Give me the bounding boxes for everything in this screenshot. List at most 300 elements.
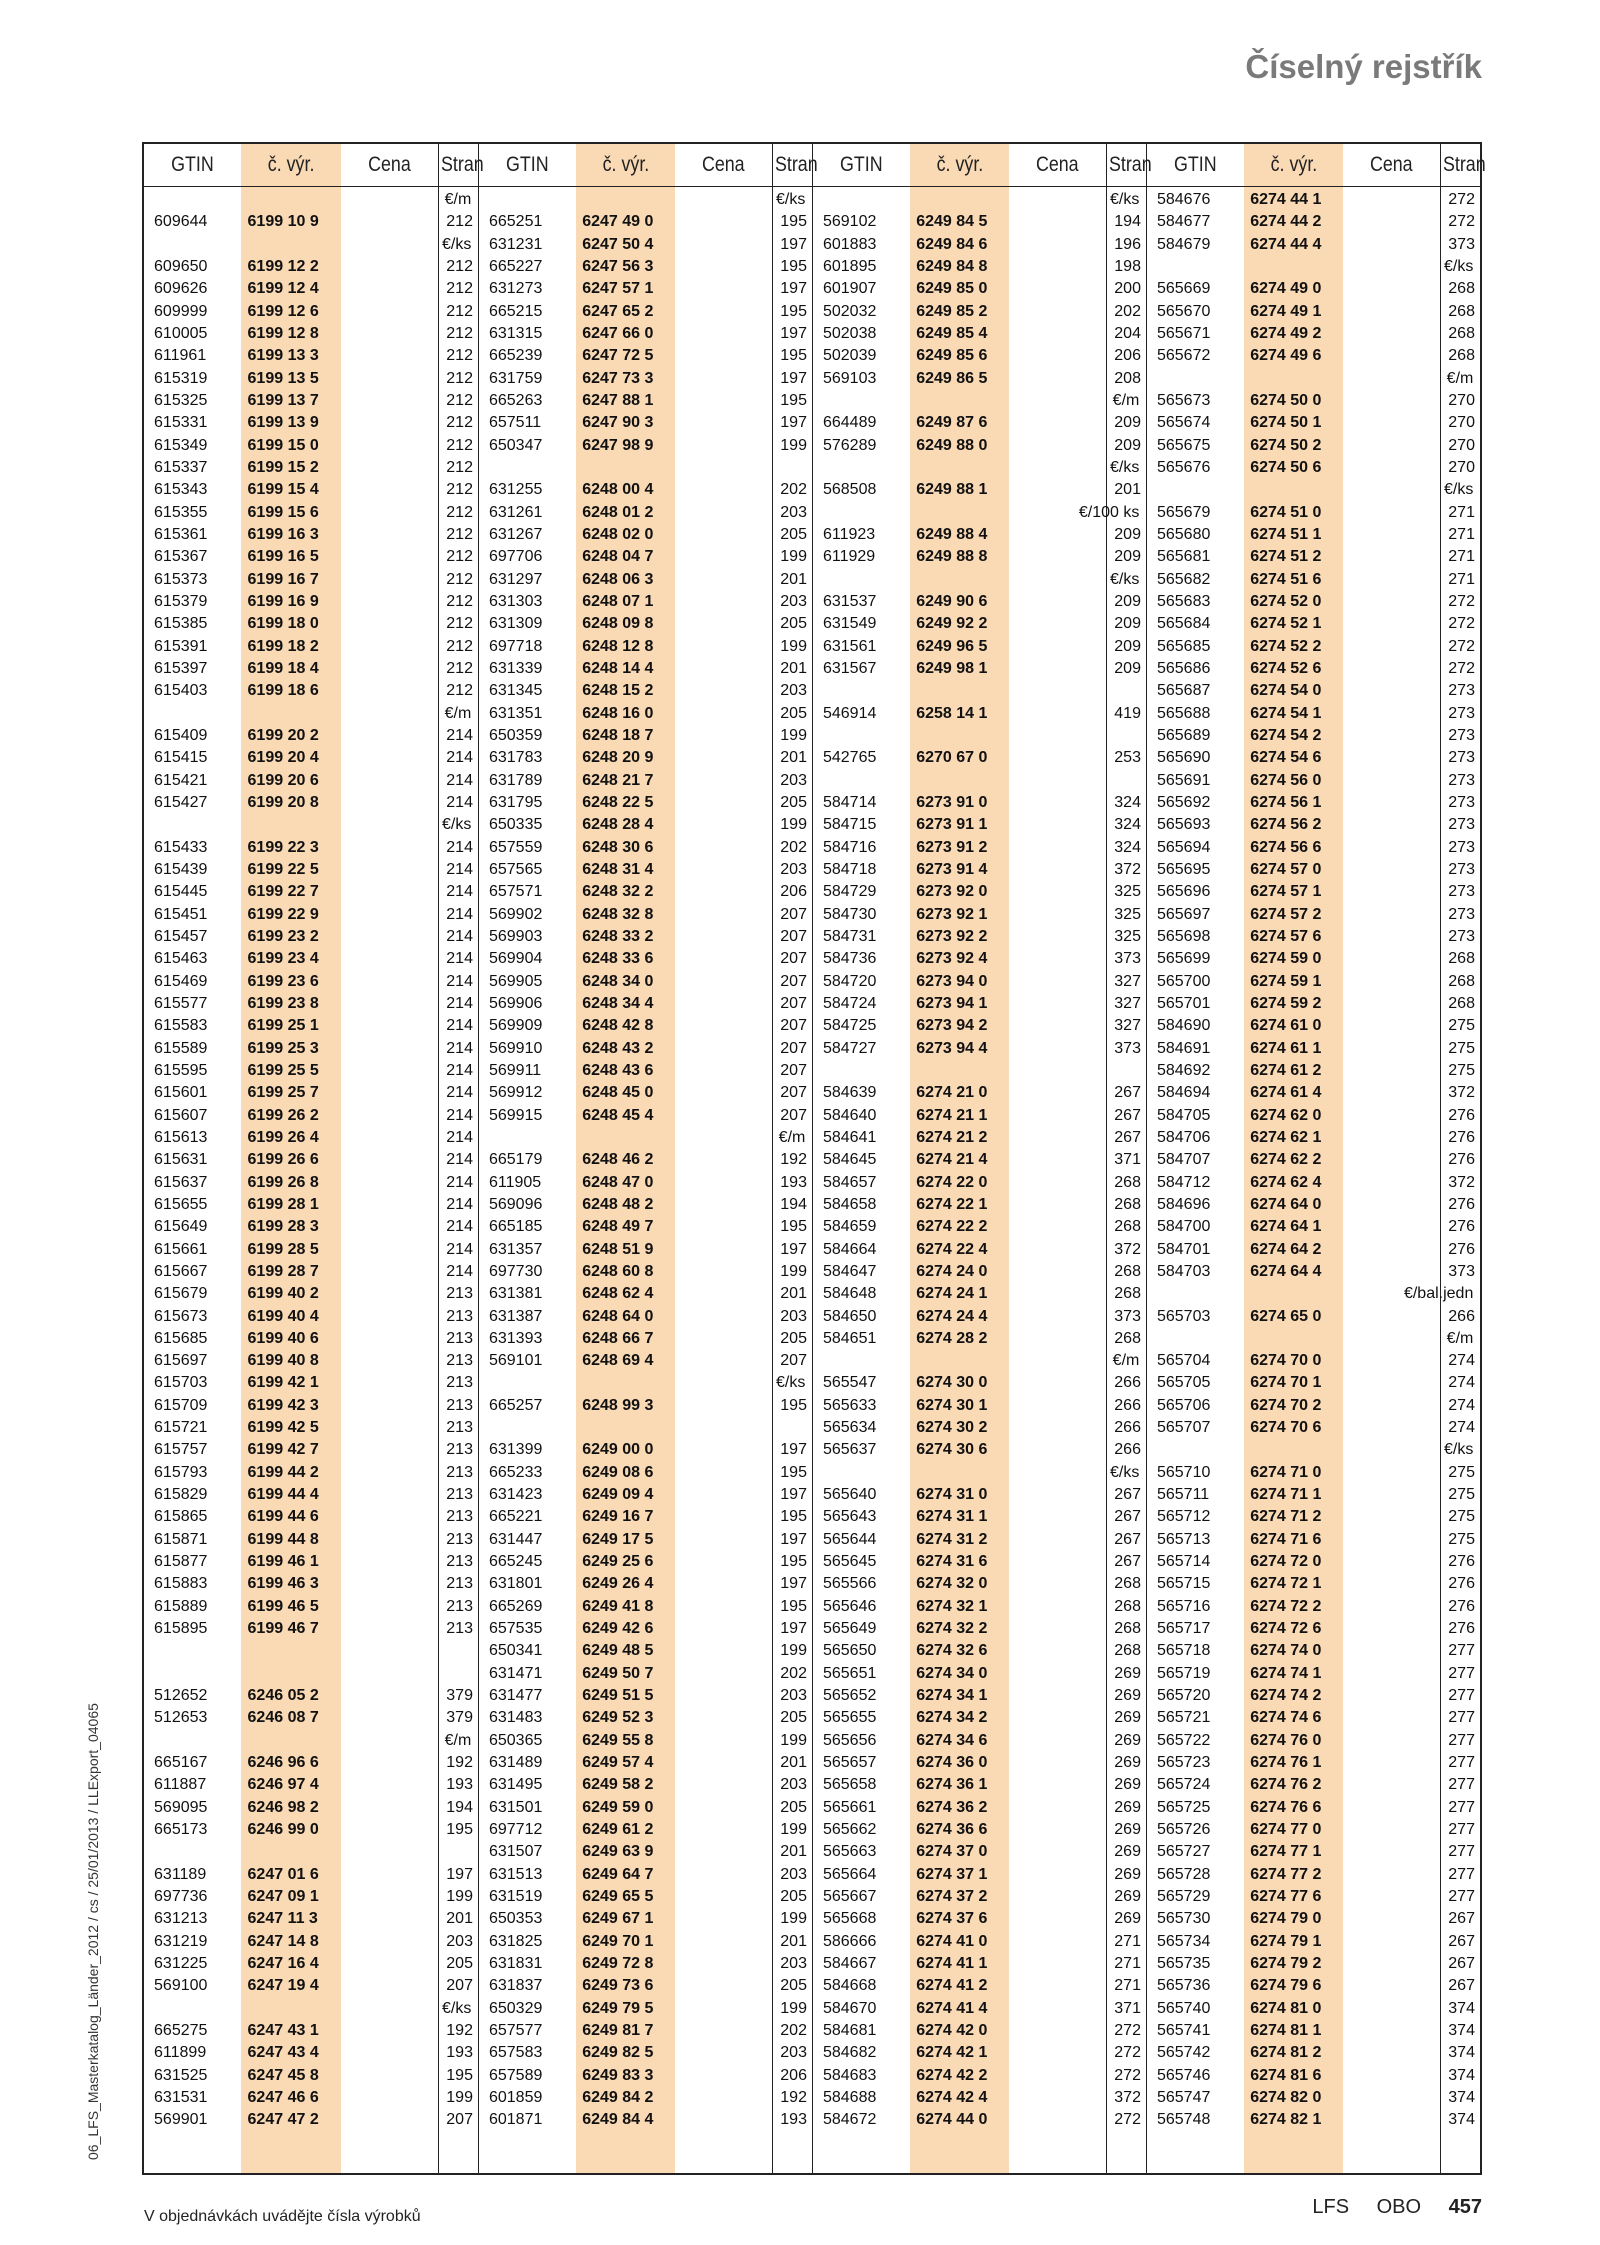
page-number-value: 276: [1448, 1620, 1475, 1638]
gtin-value: 615355: [154, 503, 208, 521]
page-number-value: 327: [1114, 1017, 1141, 1035]
column-header-row: [813, 144, 1152, 187]
page-number-value: 275: [1448, 1486, 1475, 1504]
page-number-value: 272: [1114, 2044, 1141, 2062]
page-number-value: 213: [446, 1441, 473, 1459]
product-number-value: 6249 52 3: [582, 1709, 654, 1727]
page-number-value: 212: [446, 347, 473, 365]
page-number-value: 272: [1448, 615, 1475, 633]
page-number-value: 199: [446, 1888, 473, 1906]
page-number-value: 192: [446, 1754, 473, 1772]
gtin-value: 615679: [154, 1285, 208, 1303]
product-number-value: 6249 08 6: [582, 1463, 654, 1481]
product-number-value: 6249 50 7: [582, 1664, 654, 1682]
page-number-value: 268: [1114, 1597, 1141, 1615]
product-number-value: 6274 56 6: [1250, 838, 1322, 856]
product-number-value: 6274 22 0: [916, 1173, 988, 1191]
price-unit-label: €/ks: [1110, 458, 1140, 476]
price-unit-label: €/m: [1112, 1352, 1140, 1370]
page-number-value: 325: [1114, 905, 1141, 923]
gtin-value: 615883: [154, 1575, 208, 1593]
gtin-value: 650353: [488, 1910, 543, 1928]
header-cislo: č. výr.: [1270, 153, 1317, 176]
page-number-value: 212: [446, 481, 473, 499]
product-number-value: 6274 64 4: [1250, 1262, 1322, 1280]
product-number-value: 6274 31 1: [916, 1508, 988, 1526]
product-number-value: 6248 45 0: [582, 1084, 654, 1102]
page-number-value: 203: [780, 1776, 807, 1794]
gtin-value: 615319: [154, 369, 208, 387]
product-number-value: 6247 19 4: [247, 1977, 319, 1995]
page-number-value: 197: [780, 280, 807, 298]
product-number-value: 6274 31 0: [916, 1486, 988, 1504]
gtin-value: 631261: [488, 503, 543, 521]
page-number-value: 214: [446, 1084, 473, 1102]
product-number-value: 6248 01 2: [582, 503, 654, 521]
page-number-value: 268: [1114, 1218, 1141, 1236]
page-number-value: 212: [446, 659, 473, 677]
price-unit-label: €/bal.jedn: [1403, 1285, 1474, 1303]
product-number-value: 6248 69 4: [582, 1352, 654, 1370]
gtin-value: 565640: [822, 1486, 877, 1504]
header-gtin: GTIN: [839, 153, 883, 176]
page-number-value: 268: [1114, 1262, 1141, 1280]
page-number-value: 374: [1448, 2022, 1475, 2040]
page-number-value: 199: [780, 816, 807, 834]
price-unit-label: €/ks: [1444, 1441, 1474, 1459]
gtin-value: 565685: [1156, 637, 1211, 655]
gtin-value: 615703: [154, 1374, 208, 1392]
gtin-value: 615667: [154, 1262, 208, 1280]
gtin-value: 584651: [822, 1329, 877, 1347]
gtin-value: 565669: [1156, 280, 1211, 298]
page-number-value: 266: [1114, 1441, 1141, 1459]
product-number-value: 6199 46 5: [247, 1597, 319, 1615]
gtin-value: 665173: [154, 1821, 208, 1839]
product-number-value: 6274 71 2: [1250, 1508, 1322, 1526]
gtin-value: 615439: [154, 860, 208, 878]
gtin-value: 615685: [154, 1329, 208, 1347]
page-number-value: 273: [1448, 704, 1475, 722]
gtin-value: 665245: [488, 1553, 543, 1571]
gtin-value: 565691: [1156, 771, 1211, 789]
page-number-value: 192: [780, 1151, 807, 1169]
page-number-value: 214: [446, 927, 473, 945]
product-number-value: 6249 81 7: [582, 2022, 654, 2040]
page-number-value: 207: [780, 1017, 807, 1035]
page-number-value: 212: [446, 280, 473, 298]
gtin-value: 565719: [1156, 1664, 1211, 1682]
product-number-value: 6274 36 1: [916, 1776, 988, 1794]
product-number-value: 6249 09 4: [582, 1486, 654, 1504]
page-number-value: 195: [780, 347, 807, 365]
page-number-value: 207: [780, 1039, 807, 1057]
product-number-value: 6274 49 1: [1250, 302, 1322, 320]
page-number-value: 271: [1448, 570, 1475, 588]
product-number-value: 6274 62 0: [1250, 1106, 1322, 1124]
product-number-value: 6199 12 2: [247, 257, 319, 275]
page-number-value: 212: [446, 682, 473, 700]
product-number-value: 6274 21 4: [916, 1151, 988, 1169]
gtin-value: 565644: [822, 1530, 877, 1548]
gtin-value: 664489: [822, 414, 877, 432]
header-strana: Stran: [1443, 153, 1486, 176]
page-number-value: 212: [446, 503, 473, 521]
product-number-value: 6274 76 2: [1250, 1776, 1322, 1794]
page-number-value: 374: [1448, 2044, 1475, 2062]
product-number-value: 6199 13 7: [247, 391, 319, 409]
gtin-value: 584714: [822, 793, 877, 811]
page-number-value: 199: [780, 548, 807, 566]
product-number-value: 6248 66 7: [582, 1329, 654, 1347]
product-number-value: 6199 12 8: [247, 324, 319, 342]
page-number-value: 277: [1448, 1731, 1475, 1749]
gtin-value: 615637: [154, 1173, 208, 1191]
product-number-value: 6249 64 7: [582, 1865, 654, 1883]
header-strana: Stran: [440, 153, 484, 176]
page-number-value: 269: [1114, 1910, 1141, 1928]
gtin-value: 565673: [1156, 391, 1211, 409]
gtin-value: 565729: [1156, 1888, 1211, 1906]
gtin-value: 565643: [822, 1508, 877, 1526]
page-number-value: 209: [1114, 436, 1141, 454]
gtin-value: 565713: [1156, 1530, 1211, 1548]
page-number-value: 212: [446, 213, 473, 231]
gtin-value: 611887: [154, 1776, 207, 1794]
page-number-value: 372: [1448, 1173, 1475, 1191]
gtin-value: 584716: [822, 838, 877, 856]
gtin-value: 584712: [1156, 1173, 1211, 1191]
page-number-value: 213: [446, 1463, 473, 1481]
product-number-value: 6249 86 5: [916, 369, 988, 387]
product-number-value: 6274 57 1: [1250, 883, 1322, 901]
header-cislo: č. výr.: [267, 153, 315, 176]
product-number-value: 6274 28 2: [916, 1329, 988, 1347]
gtin-value: 565734: [1156, 1932, 1211, 1950]
product-number-value: 6247 43 1: [247, 2022, 319, 2040]
product-number-value: 6199 22 9: [247, 905, 319, 923]
gtin-value: 584681: [822, 2022, 877, 2040]
column-header-row: [144, 144, 484, 187]
product-number-value: 6247 50 4: [582, 235, 654, 253]
page-number-value: 327: [1114, 972, 1141, 990]
product-number-value: 6270 67 0: [916, 749, 988, 767]
gtin-value: 615613: [154, 1128, 208, 1146]
page-number-value: 372: [1114, 2089, 1141, 2107]
page-number-value: 203: [780, 592, 807, 610]
page-number-value: 207: [446, 2111, 473, 2129]
product-number-value: 6248 12 8: [582, 637, 654, 655]
gtin-value: 565680: [1156, 525, 1211, 543]
product-number-value: 6248 99 3: [582, 1396, 654, 1414]
product-number-value: 6248 31 4: [582, 860, 654, 878]
price-unit-label: €/m: [1446, 369, 1474, 387]
page-number-value: 276: [1448, 1575, 1475, 1593]
page-number-value: 213: [446, 1329, 473, 1347]
gtin-value: 546914: [822, 704, 877, 722]
page-number-value: 273: [1448, 905, 1475, 923]
product-number-value: 6249 26 4: [582, 1575, 654, 1593]
gtin-value: 565718: [1156, 1642, 1211, 1660]
page-number-value: 199: [780, 1821, 807, 1839]
page-number-value: 207: [780, 950, 807, 968]
product-number-value: 6249 67 1: [582, 1910, 654, 1928]
product-number-value: 6274 41 0: [916, 1932, 988, 1950]
product-number-value: 6274 65 0: [1250, 1307, 1322, 1325]
gtin-value: 697712: [488, 1821, 543, 1839]
numeric-index-table: [142, 142, 1486, 2175]
page-number-value: 193: [780, 2111, 807, 2129]
product-number-value: 6248 21 7: [582, 771, 654, 789]
page-number-value: 214: [446, 1128, 473, 1146]
gtin-value: 565683: [1156, 592, 1211, 610]
gtin-value: 565679: [1156, 503, 1211, 521]
product-number-value: 6199 46 3: [247, 1575, 319, 1593]
gtin-value: 584703: [1156, 1262, 1211, 1280]
page-number-value: 207: [780, 1352, 807, 1370]
page-number-value: 269: [1114, 1687, 1141, 1705]
gtin-value: 565695: [1156, 860, 1211, 878]
page-number-value: 268: [1448, 302, 1475, 320]
price-unit-label: €/ks: [776, 1374, 806, 1392]
page-number-value: 209: [1114, 615, 1141, 633]
product-number-value: 6274 42 1: [916, 2044, 988, 2062]
page-number-value: 276: [1448, 1553, 1475, 1571]
price-unit-label: €/ks: [1110, 191, 1140, 208]
page-number-value: 198: [1114, 257, 1141, 275]
gtin-value: 565717: [1156, 1620, 1211, 1638]
gtin-value: 565694: [1156, 838, 1211, 856]
page-number-value: 212: [446, 436, 473, 454]
page-number-value: 202: [780, 1664, 807, 1682]
gtin-value: 609644: [154, 213, 208, 231]
product-number-value: 6274 77 6: [1250, 1888, 1322, 1906]
page-number-value: 274: [1448, 1352, 1475, 1370]
page-number-value: 267: [1114, 1486, 1141, 1504]
page-number-value: 197: [780, 1441, 807, 1459]
page-number-value: 273: [1448, 838, 1475, 856]
gtin-value: 631795: [488, 793, 543, 811]
gtin-value: 665185: [488, 1218, 543, 1236]
product-number-value: 6274 42 0: [916, 2022, 988, 2040]
page-number-value: 277: [1448, 1664, 1475, 1682]
page-number-value: 270: [1448, 436, 1475, 454]
page-number-value: 373: [1448, 235, 1475, 253]
product-number-value: 6248 07 1: [582, 592, 654, 610]
gtin-value: 584707: [1156, 1151, 1211, 1169]
gtin-value: 615397: [154, 659, 208, 677]
page-number-value: 268: [1448, 972, 1475, 990]
gtin-value: 565710: [1156, 1463, 1211, 1481]
product-number-value: 6199 18 2: [247, 637, 319, 655]
product-number-value: 6274 81 0: [1250, 1999, 1322, 2017]
page-number-value: 212: [446, 592, 473, 610]
gtin-value: 565740: [1156, 1999, 1211, 2017]
product-number-value: 6274 21 1: [916, 1106, 988, 1124]
product-number-value: 6274 52 2: [1250, 637, 1322, 655]
page-number-value: 199: [780, 726, 807, 744]
page-number-value: 270: [1448, 391, 1475, 409]
gtin-value: 631303: [488, 592, 543, 610]
gtin-value: 565664: [822, 1865, 877, 1883]
page-number-value: 374: [1448, 2089, 1475, 2107]
gtin-value: 657577: [488, 2022, 543, 2040]
page-number-value: 276: [1448, 1106, 1475, 1124]
product-number-value: 6274 76 1: [1250, 1754, 1322, 1772]
gtin-value: 657559: [488, 838, 543, 856]
product-number-value: 6274 24 4: [916, 1307, 988, 1325]
page-number-value: 267: [1114, 1106, 1141, 1124]
product-number-value: 6248 00 4: [582, 481, 654, 499]
product-number-value: 6248 14 4: [582, 659, 654, 677]
gtin-value: 512653: [154, 1709, 208, 1727]
gtin-value: 569096: [488, 1195, 543, 1213]
product-number-value: 6248 64 0: [582, 1307, 654, 1325]
product-number-value: 6274 79 1: [1250, 1932, 1322, 1950]
page-number-value: 213: [446, 1575, 473, 1593]
page-number-value: 193: [446, 1776, 473, 1794]
gtin-value: 584658: [822, 1195, 877, 1213]
product-number-value: 6274 54 1: [1250, 704, 1322, 722]
gtin-value: 565646: [822, 1597, 877, 1615]
gtin-value: 665263: [488, 391, 543, 409]
product-number-value: 6248 49 7: [582, 1218, 654, 1236]
product-number-value: 6199 28 1: [247, 1195, 319, 1213]
page-number-value: 205: [780, 704, 807, 722]
gtin-value: 611923: [822, 525, 876, 543]
price-unit-label: €/ks: [441, 816, 472, 834]
product-number-value: 6247 98 9: [582, 436, 654, 454]
product-number-value: 6199 42 3: [247, 1396, 319, 1414]
page-number-value: 207: [780, 1084, 807, 1102]
gtin-value: 615865: [154, 1508, 208, 1526]
product-number-value: 6248 43 6: [582, 1061, 654, 1079]
gtin-value: 631351: [488, 704, 543, 722]
gtin-value: 631393: [488, 1329, 543, 1347]
product-number-value: 6274 34 6: [916, 1731, 988, 1749]
page-number-value: 197: [446, 1865, 473, 1883]
product-number-value: 6199 46 1: [247, 1553, 319, 1571]
page-number-value: 419: [1114, 704, 1141, 722]
product-number-value: 6274 56 2: [1250, 816, 1322, 834]
product-number-value: 6274 56 0: [1250, 771, 1322, 789]
product-number-value: 6274 72 2: [1250, 1597, 1322, 1615]
page-number-value: 201: [780, 1932, 807, 1950]
page-number-value: 209: [1114, 548, 1141, 566]
page-number-value: 273: [1448, 927, 1475, 945]
product-number-value: 6248 46 2: [582, 1151, 654, 1169]
product-number-value: 6249 96 5: [916, 637, 988, 655]
page-number-value: 202: [1114, 302, 1141, 320]
page-number-value: 208: [1114, 369, 1141, 387]
product-number-value: 6274 24 1: [916, 1285, 988, 1303]
gtin-value: 565657: [822, 1754, 877, 1772]
gtin-value: 611961: [154, 347, 207, 365]
product-number-value: 6199 40 2: [247, 1285, 319, 1303]
header-cena: Cena: [368, 153, 411, 176]
gtin-value: 665227: [488, 257, 543, 275]
product-number-value: 6274 72 0: [1250, 1553, 1322, 1571]
gtin-value: 631297: [488, 570, 543, 588]
gtin-value: 615445: [154, 883, 208, 901]
gtin-value: 565746: [1156, 2066, 1211, 2084]
page-number-value: 193: [780, 1173, 807, 1191]
price-unit-label: €/ks: [1110, 1463, 1140, 1481]
gtin-value: 565712: [1156, 1508, 1211, 1526]
gtin-value: 650335: [488, 816, 543, 834]
product-number-value: 6248 28 4: [582, 816, 654, 834]
gtin-value: 584679: [1156, 235, 1211, 253]
page-number-value: 213: [446, 1486, 473, 1504]
gtin-value: 565707: [1156, 1419, 1211, 1437]
page-number-value: 212: [446, 637, 473, 655]
gtin-value: 565701: [1156, 994, 1211, 1012]
page-number-value: 205: [780, 1888, 807, 1906]
gtin-value: 584731: [822, 927, 877, 945]
product-number-value: 6274 49 6: [1250, 347, 1322, 365]
gtin-value: 584667: [822, 1955, 877, 1973]
product-number-value: 6249 88 0: [916, 436, 988, 454]
product-number-value: 6247 45 8: [247, 2066, 319, 2084]
page-number-value: 197: [780, 1620, 807, 1638]
product-number-value: 6274 22 1: [916, 1195, 988, 1213]
gtin-value: 615655: [154, 1195, 208, 1213]
gtin-value: 615349: [154, 436, 208, 454]
gtin-value: 615595: [154, 1061, 208, 1079]
page-number-value: 268: [1448, 950, 1475, 968]
page-number-value: 212: [446, 548, 473, 566]
product-number-value: 6199 16 7: [247, 570, 319, 588]
gtin-value: 615877: [154, 1553, 208, 1571]
gtin-value: 665269: [488, 1597, 543, 1615]
gtin-value: 584691: [1156, 1039, 1211, 1057]
page-number-value: 197: [780, 414, 807, 432]
product-number-value: 6274 76 0: [1250, 1731, 1322, 1749]
product-number-value: 6274 50 0: [1250, 391, 1322, 409]
page-number-value: 276: [1448, 1240, 1475, 1258]
gtin-value: 584657: [822, 1173, 877, 1191]
column-group-4: [1146, 144, 1486, 2173]
product-number-value: 6199 26 6: [247, 1151, 319, 1169]
page-number-value: 273: [1448, 771, 1475, 789]
gtin-value: 615871: [154, 1530, 208, 1548]
gtin-value: 569103: [822, 369, 877, 387]
gtin-value: 631831: [488, 1955, 543, 1973]
page-number-value: 207: [780, 927, 807, 945]
gtin-value: 584645: [822, 1151, 877, 1169]
page-number-value: 201: [780, 749, 807, 767]
product-number-value: 6199 25 5: [247, 1061, 319, 1079]
product-number-value: 6274 64 1: [1250, 1218, 1322, 1236]
page-number-value: 276: [1448, 1597, 1475, 1615]
gtin-value: 569911: [488, 1061, 542, 1079]
page-number-value: 212: [446, 324, 473, 342]
page-number-value: 373: [1114, 1039, 1141, 1057]
gtin-value: 610005: [154, 324, 208, 342]
product-number-value: 6199 15 6: [247, 503, 319, 521]
page-number-value: 195: [780, 1218, 807, 1236]
product-number-value: 6274 82 0: [1250, 2089, 1322, 2107]
gtin-value: 601895: [822, 257, 877, 275]
page-number-value: 201: [780, 1754, 807, 1772]
gtin-value: 565668: [822, 1910, 877, 1928]
page-number-value: 214: [446, 905, 473, 923]
header-cena: Cena: [1370, 153, 1414, 176]
page-number-value: 201: [446, 1910, 473, 1928]
gtin-value: 565661: [822, 1798, 877, 1816]
product-number-value: 6199 40 4: [247, 1307, 319, 1325]
page-number-value: 276: [1448, 1195, 1475, 1213]
